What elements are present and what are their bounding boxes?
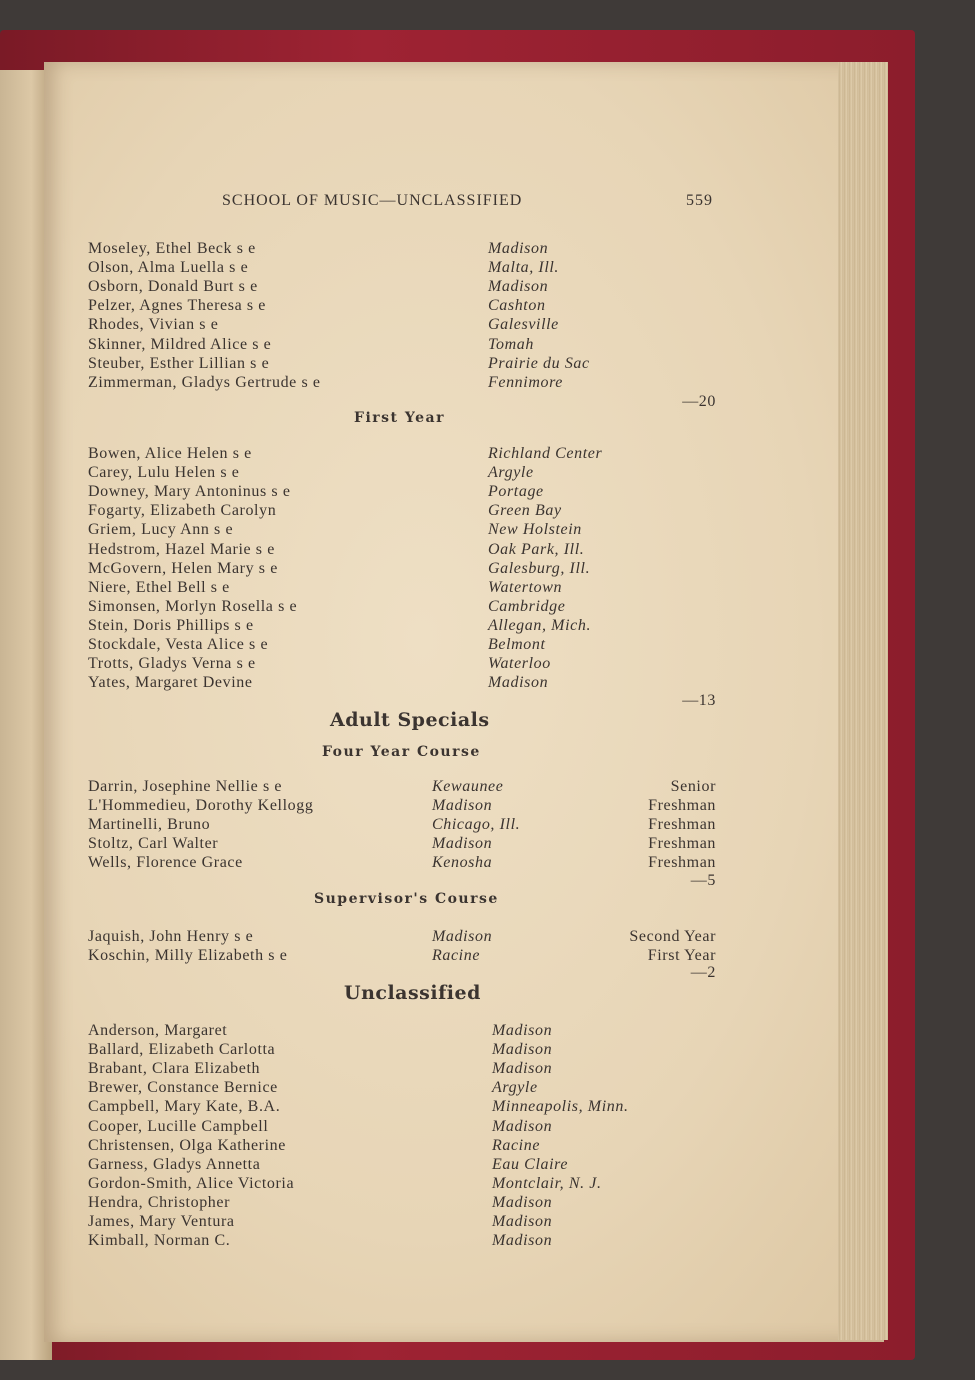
entry-town: Portage — [488, 483, 544, 501]
entry-name: Christensen, Olga Katherine — [88, 1136, 286, 1154]
subsection-heading: Four Year Course — [322, 744, 481, 760]
section-total: —2 — [690, 964, 716, 981]
entry-town: New Holstein — [488, 521, 582, 539]
entry-town: Madison — [492, 1022, 553, 1039]
entry-town: Madison — [492, 1232, 553, 1250]
entry-name: Niere, Ethel Bell s e — [88, 578, 230, 596]
entry-town: Malta, Ill. — [488, 259, 560, 277]
page-edge-stack — [838, 62, 888, 1340]
entry-town: Madison — [492, 1117, 553, 1135]
entry-name: Jaquish, John Henry s e — [88, 928, 254, 945]
entry-town: Madison — [488, 278, 549, 296]
entry-name: Carey, Lulu Helen s e — [88, 464, 240, 482]
section-heading: First Year — [354, 410, 445, 426]
entry-name: Fogarty, Elizabeth Carolyn — [88, 502, 277, 520]
entry-name: Garness, Gladys Annetta — [88, 1155, 261, 1173]
entry-town: Kenosha — [432, 854, 493, 872]
entry-town: Richland Center — [488, 445, 603, 462]
entry-town: Madison — [432, 797, 493, 815]
entry-name: Skinner, Mildred Alice s e — [88, 335, 272, 353]
entry-name: L'Hommedieu, Dorothy Kellogg — [88, 797, 314, 815]
entry-name: Simonsen, Morlyn Rosella s e — [88, 597, 298, 615]
entry-name: Martinelli, Bruno — [88, 816, 211, 834]
entry-town: Montclair, N. J. — [492, 1174, 602, 1192]
entry-status: Freshman — [648, 854, 716, 872]
entry-town: Madison — [492, 1041, 553, 1059]
section-heading-large: Unclassified — [344, 982, 481, 1004]
entry-name: Stockdale, Vesta Alice s e — [88, 636, 269, 653]
entry-town: Madison — [432, 835, 493, 853]
entry-name: Ballard, Elizabeth Carlotta — [88, 1041, 276, 1059]
entry-town: Madison — [488, 240, 549, 257]
entry-name: Anderson, Margaret — [88, 1022, 228, 1039]
entry-name: Downey, Mary Antoninus s e — [88, 483, 291, 501]
entry-town: Eau Claire — [492, 1155, 569, 1173]
entry-status: Freshman — [648, 816, 716, 834]
entry-town: Madison — [492, 1213, 553, 1230]
entry-town: Madison — [488, 674, 549, 692]
page-header-title: SCHOOL OF MUSIC—UNCLASSIFIED — [222, 192, 523, 209]
entry-town: Oak Park, Ill. — [488, 540, 585, 558]
entry-name: Steuber, Esther Lillian s e — [88, 354, 270, 372]
entry-name: Griem, Lucy Ann s e — [88, 521, 234, 539]
entry-name: Koschin, Milly Elizabeth s e — [88, 947, 288, 965]
entry-town: Watertown — [488, 578, 563, 596]
entry-status: Senior — [670, 778, 716, 795]
entry-town: Kewaunee — [432, 778, 504, 795]
section-total: —20 — [682, 393, 716, 410]
section-total: —13 — [682, 692, 716, 709]
entry-town: Cambridge — [488, 597, 566, 615]
entry-town: Tomah — [488, 335, 534, 353]
entry-town: Racine — [492, 1136, 541, 1154]
entry-name: Darrin, Josephine Nellie s e — [88, 778, 283, 795]
entry-name: Rhodes, Vivian s e — [88, 316, 219, 334]
entry-name: Cooper, Lucille Campbell — [88, 1117, 269, 1135]
entry-town: Galesville — [488, 316, 559, 334]
entry-name: James, Mary Ventura — [88, 1213, 235, 1230]
page-number: 559 — [686, 192, 713, 209]
entry-town: Fennimore — [488, 373, 564, 391]
entry-town: Cashton — [488, 297, 546, 315]
entry-name: Yates, Margaret Devine — [88, 674, 253, 692]
entry-name: Hendra, Christopher — [88, 1193, 231, 1211]
entry-name: Gordon-Smith, Alice Victoria — [88, 1174, 295, 1192]
section-heading-large: Adult Specials — [330, 709, 490, 731]
entry-name: Pelzer, Agnes Theresa s e — [88, 297, 267, 315]
entry-name: Kimball, Norman C. — [88, 1232, 231, 1250]
entry-town: Green Bay — [488, 502, 562, 520]
entry-town: Waterloo — [488, 655, 551, 673]
section-total: —5 — [690, 872, 716, 889]
entry-town: Belmont — [488, 636, 546, 653]
entry-name: Trotts, Gladys Verna s e — [88, 655, 256, 673]
entry-town: Madison — [492, 1193, 553, 1211]
entry-town: Chicago, Ill. — [432, 816, 521, 834]
entry-name: Campbell, Mary Kate, B.A. — [88, 1098, 281, 1116]
entry-name: Stoltz, Carl Walter — [88, 835, 219, 853]
entry-name: Moseley, Ethel Beck s e — [88, 240, 256, 257]
entry-town: Racine — [432, 947, 481, 965]
entry-town: Madison — [432, 928, 493, 945]
entry-name: Wells, Florence Grace — [88, 854, 243, 872]
entry-town: Minneapolis, Minn. — [492, 1098, 629, 1116]
entry-town: Galesburg, Ill. — [488, 559, 591, 577]
entry-town: Argyle — [488, 464, 534, 482]
entry-town: Prairie du Sac — [488, 354, 590, 372]
entry-town: Madison — [492, 1060, 553, 1078]
entry-town: Allegan, Mich. — [488, 616, 592, 634]
subsection-heading: Supervisor's Course — [314, 891, 499, 907]
entry-name: Olson, Alma Luella s e — [88, 259, 249, 277]
entry-name: Osborn, Donald Burt s e — [88, 278, 258, 296]
entry-name: Zimmerman, Gladys Gertrude s e — [88, 373, 321, 391]
entry-status: Freshman — [648, 835, 716, 853]
entry-name: Hedstrom, Hazel Marie s e — [88, 540, 275, 558]
entry-town: Argyle — [492, 1079, 538, 1097]
entry-status: Freshman — [648, 797, 716, 815]
entry-status: First Year — [647, 947, 716, 965]
entry-name: Brabant, Clara Elizabeth — [88, 1060, 261, 1078]
entry-name: McGovern, Helen Mary s e — [88, 559, 278, 577]
entry-name: Stein, Doris Phillips s e — [88, 616, 254, 634]
entry-name: Bowen, Alice Helen s e — [88, 445, 252, 462]
entry-status: Second Year — [629, 928, 716, 945]
entry-name: Brewer, Constance Bernice — [88, 1079, 278, 1097]
